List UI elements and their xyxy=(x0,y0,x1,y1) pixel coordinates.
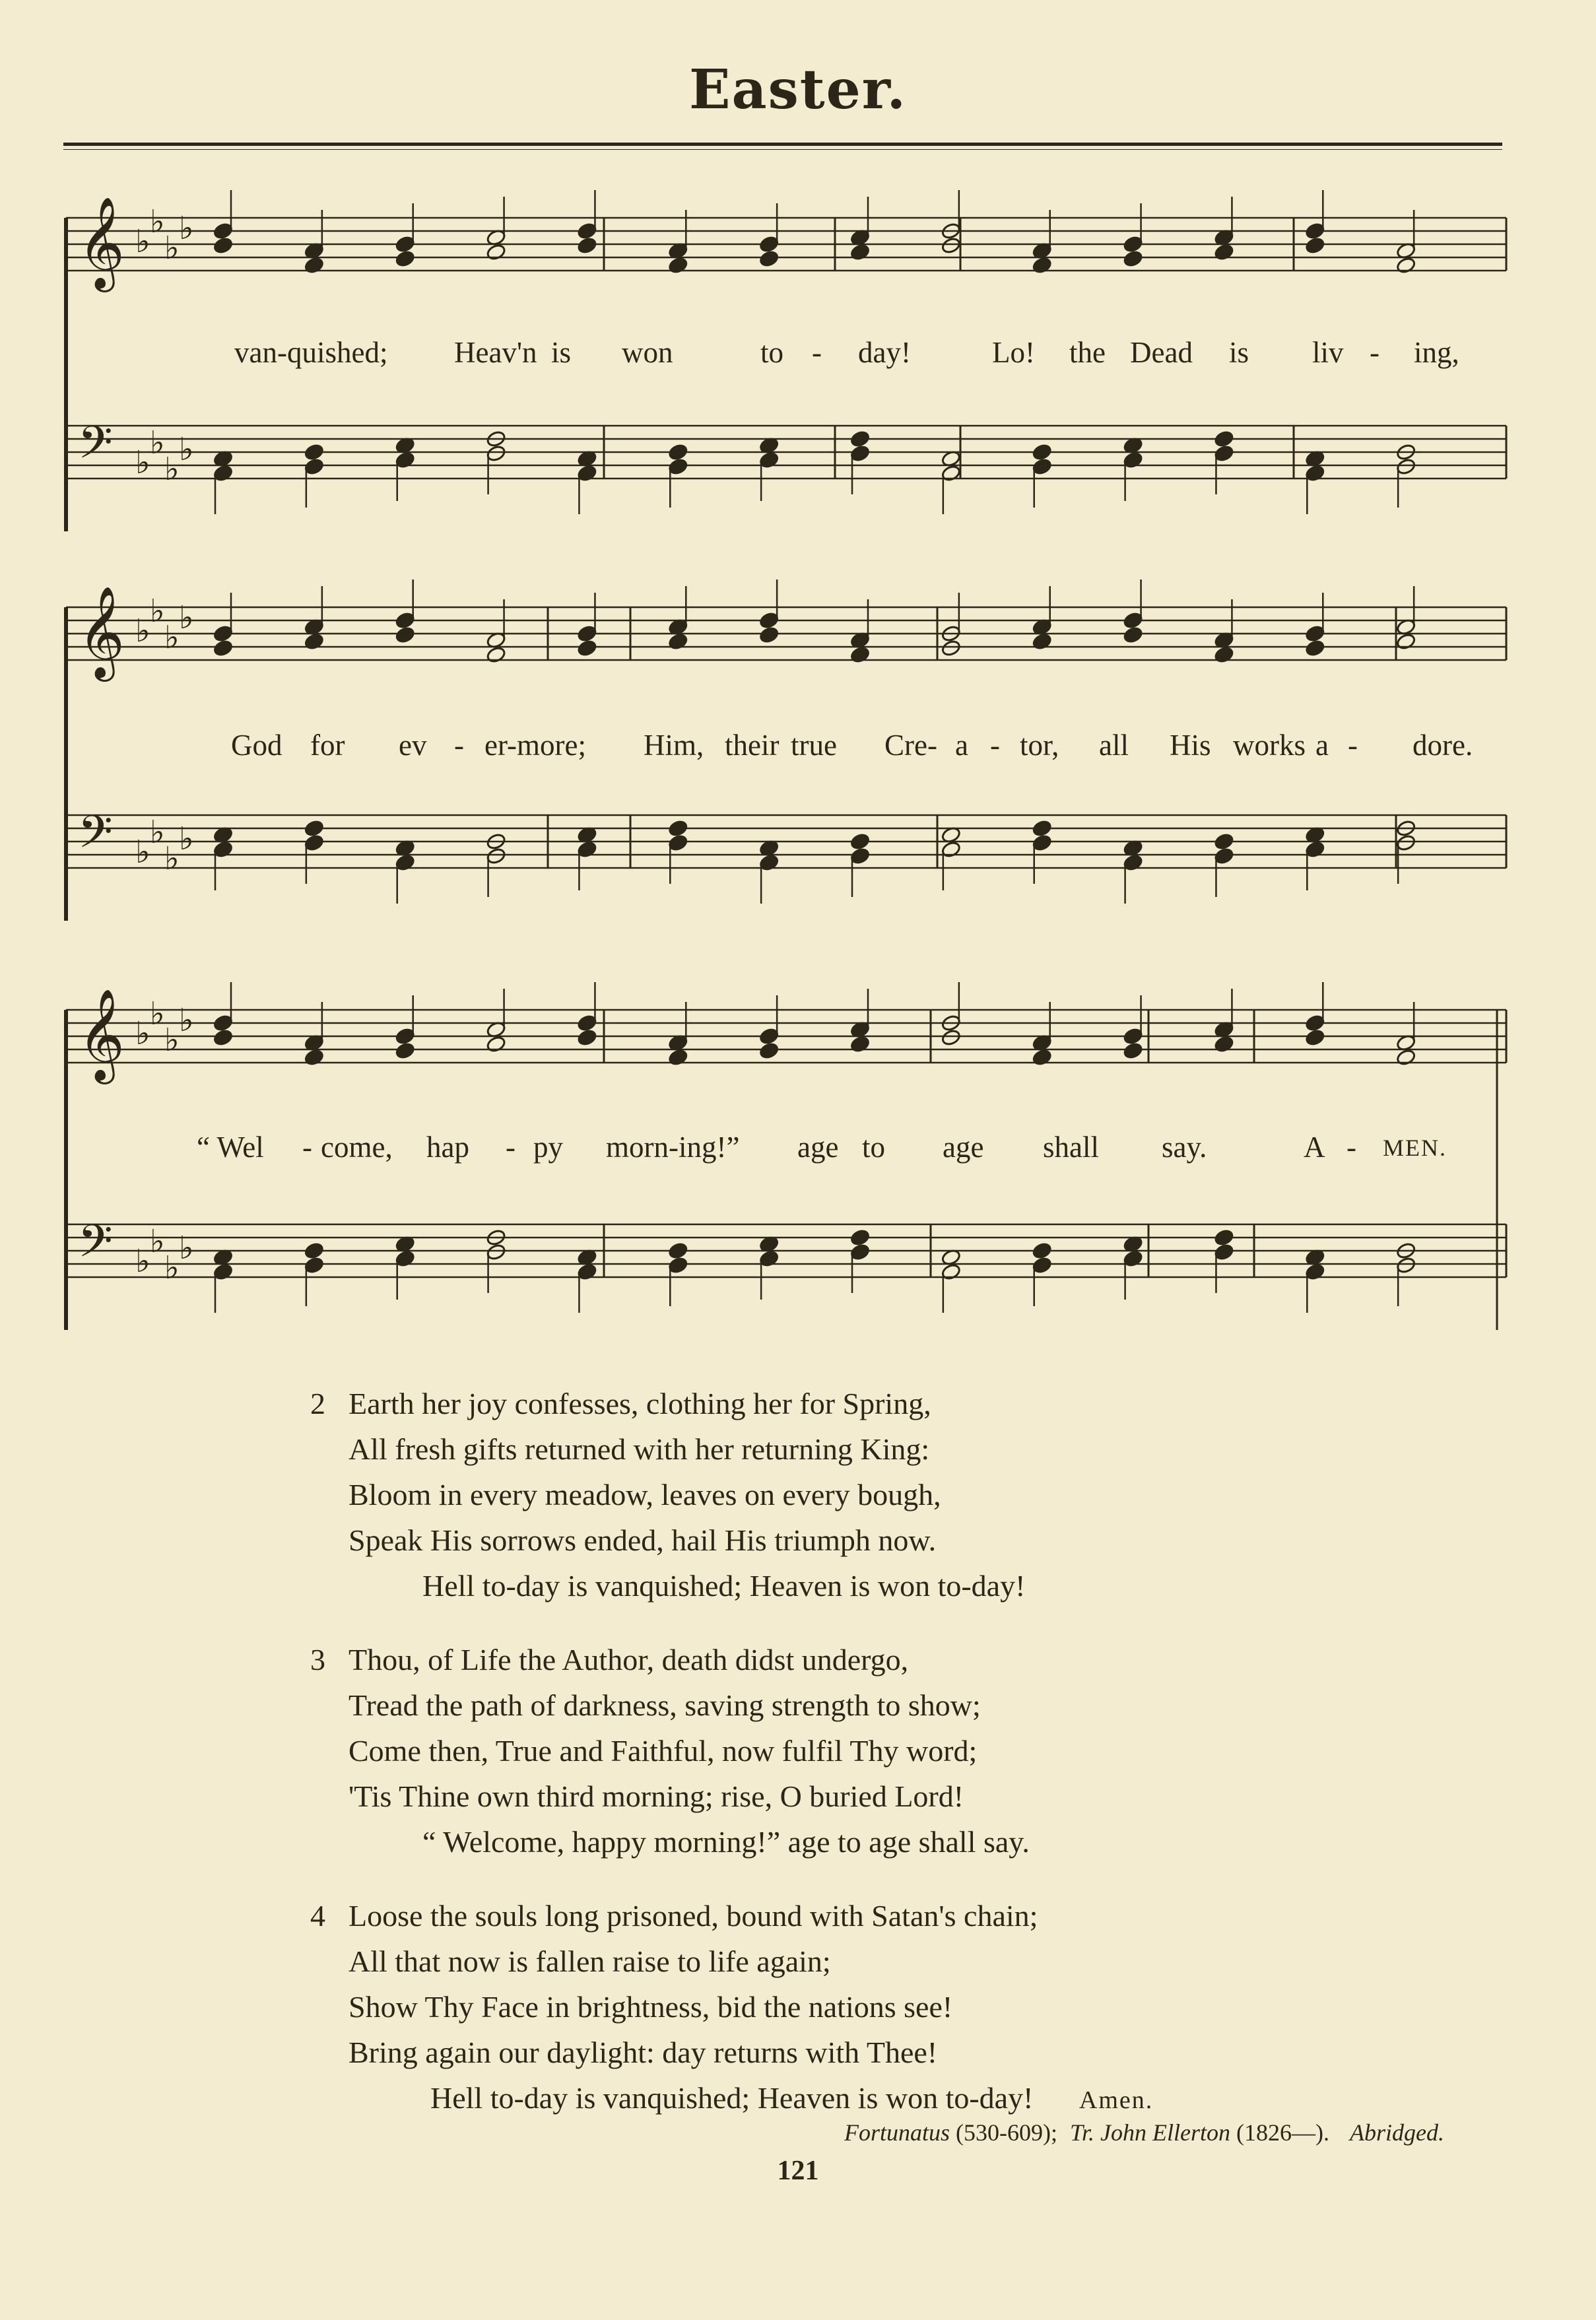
lyric-syllable: God xyxy=(231,729,283,762)
note-head xyxy=(1032,1242,1052,1259)
flat-icon: ♭ xyxy=(150,995,165,1032)
lyric-syllable: - xyxy=(990,729,1000,762)
treble-clef-icon: 𝄞 xyxy=(78,989,125,1080)
flat-icon: ♭ xyxy=(179,1002,194,1039)
lyric-syllable: day! xyxy=(858,336,911,369)
lyric-syllable: come, xyxy=(321,1131,393,1164)
attribution xyxy=(844,2119,1444,2146)
note-head xyxy=(849,1035,870,1053)
lyric-syllable: age xyxy=(943,1131,984,1164)
note-head xyxy=(304,632,324,650)
lyric-syllable: liv xyxy=(1312,336,1344,369)
note-head xyxy=(759,626,780,644)
lyric-syllable: van-quished; xyxy=(234,336,388,369)
flat-icon: ♭ xyxy=(164,451,180,488)
lyric-syllable: to xyxy=(862,1131,886,1164)
note-head xyxy=(1305,639,1325,657)
page-number: 121 xyxy=(777,2156,819,2186)
flat-icon: ♭ xyxy=(179,820,194,857)
lyric-syllable: all xyxy=(1099,729,1129,762)
lyric-syllable: hap xyxy=(426,1131,469,1164)
lyric-syllable: age xyxy=(797,1131,839,1164)
lyric-syllable: for xyxy=(310,729,345,762)
flat-icon: ♭ xyxy=(179,210,194,247)
verse-line: Come then, True and Faithful, now fulfil Thy word; xyxy=(349,1734,978,1768)
verse-line: Show Thy Face in brightness, bid the nations see! xyxy=(349,1990,953,2024)
note-head xyxy=(486,646,506,663)
note-head xyxy=(668,1048,688,1066)
note-head xyxy=(304,443,324,461)
note-head xyxy=(1032,632,1052,650)
lyric-syllable: - xyxy=(1348,729,1358,762)
flat-icon: ♭ xyxy=(135,223,150,260)
verse-number: 4 xyxy=(310,1899,325,1933)
note-head xyxy=(213,1028,233,1046)
treble-clef-icon: 𝄞 xyxy=(78,197,125,288)
note-head xyxy=(849,243,870,261)
lyric-syllable: Dead xyxy=(1130,336,1193,369)
lyric-syllable: - xyxy=(302,1131,312,1164)
lyric-syllable: - xyxy=(506,1131,515,1164)
note-head xyxy=(759,249,780,267)
note-head xyxy=(759,1042,780,1059)
translator-dates: (1826—). xyxy=(1236,2119,1330,2146)
flat-icon: ♭ xyxy=(179,599,194,636)
flat-icon: ♭ xyxy=(150,593,165,630)
note-head xyxy=(577,236,597,254)
note-head xyxy=(941,1028,961,1046)
lyric-syllable: Cre- xyxy=(884,729,937,762)
flat-icon: ♭ xyxy=(164,1249,180,1286)
lyric-syllable: ing, xyxy=(1414,336,1459,369)
lyric-syllable: A xyxy=(1304,1131,1325,1164)
note-head xyxy=(395,626,415,644)
verse-line: All that now is fallen raise to life again; xyxy=(349,1944,831,1978)
translator-name: Tr. John Ellerton xyxy=(1070,2119,1231,2146)
verse-number: 2 xyxy=(310,1387,325,1420)
verse-line: Bloom in every meadow, leaves on every bough, xyxy=(349,1478,941,1511)
note-head xyxy=(486,1035,506,1053)
lyric-syllable: MEN. xyxy=(1383,1135,1447,1161)
note-head xyxy=(1396,1048,1416,1066)
verse-line: All fresh gifts returned with her returning King: xyxy=(349,1432,930,1466)
verse-line: Earth her joy confesses, clothing her for Spring, xyxy=(349,1387,931,1420)
lyric-syllable: morn-ing!” xyxy=(606,1131,740,1164)
note-head xyxy=(1305,1028,1325,1046)
note-head xyxy=(849,646,870,663)
lyric-syllable: dore. xyxy=(1413,729,1473,762)
note-head xyxy=(304,1048,324,1066)
lyric-syllable: say. xyxy=(1162,1131,1207,1164)
note-head xyxy=(1214,243,1234,261)
note-head xyxy=(668,819,688,837)
verse-line: Tread the path of darkness, saving strength to show; xyxy=(349,1688,981,1722)
note-head xyxy=(1214,646,1234,663)
lyric-syllable: ev xyxy=(399,729,427,762)
amen-label: Amen. xyxy=(1079,2086,1154,2114)
lyric-syllable: - xyxy=(812,336,822,369)
note-head xyxy=(1123,626,1143,644)
lyric-syllable: - xyxy=(1347,1131,1356,1164)
note-head xyxy=(1214,430,1234,447)
note-head xyxy=(941,639,961,657)
note-head xyxy=(486,243,506,261)
verse-refrain: Hell to-day is vanquished; Heaven is won to-day! xyxy=(422,1569,1026,1603)
lyric-syllable: their xyxy=(725,729,780,762)
lyric-syllable: Heav'n xyxy=(454,336,537,369)
flat-icon: ♭ xyxy=(179,431,194,468)
note-head xyxy=(213,236,233,254)
verse-line: Thou, of Life the Author, death didst undergo, xyxy=(349,1643,909,1676)
note-head xyxy=(304,1242,324,1259)
flat-icon: ♭ xyxy=(150,424,165,461)
verse-line: Speak His sorrows ended, hail His triumph now. xyxy=(349,1523,937,1557)
note-head xyxy=(668,632,688,650)
lyric-syllable: Him, xyxy=(644,729,704,762)
lyric-syllable: - xyxy=(454,729,464,762)
treble-clef-icon: 𝄞 xyxy=(78,586,125,678)
note-head xyxy=(1032,443,1052,461)
lyric-syllable: er-more; xyxy=(484,729,587,762)
note-head xyxy=(941,236,961,254)
verse-refrain xyxy=(430,2075,1153,2124)
flat-icon: ♭ xyxy=(135,444,150,481)
lyric-syllable: to xyxy=(760,336,784,369)
flat-icon: ♭ xyxy=(164,230,180,267)
note-head xyxy=(1123,249,1143,267)
lyric-syllable: shall xyxy=(1043,1131,1099,1164)
note-head xyxy=(1214,1228,1234,1246)
flat-icon: ♭ xyxy=(164,1022,180,1059)
abridged-note: Abridged. xyxy=(1350,2119,1444,2146)
lyric-syllable: py xyxy=(533,1131,563,1164)
note-head xyxy=(304,256,324,274)
lyric-syllable: “ Wel xyxy=(197,1131,264,1164)
lyric-syllable: is xyxy=(551,336,572,369)
lyric-syllable: a xyxy=(955,729,968,762)
note-head xyxy=(1396,256,1416,274)
flat-icon: ♭ xyxy=(179,1230,194,1267)
flat-icon: ♭ xyxy=(135,1015,150,1052)
verse-refrain: “ Welcome, happy morning!” age to age shall say. xyxy=(422,1825,1030,1859)
note-head xyxy=(1123,1042,1143,1059)
note-head xyxy=(213,639,233,657)
lyric-syllable: won xyxy=(622,336,673,369)
lyric-syllable: tor, xyxy=(1020,729,1059,762)
note-head xyxy=(849,430,870,447)
note-head xyxy=(668,256,688,274)
verse-line: Bring again our daylight: day returns with Thee! xyxy=(349,2036,938,2069)
page-title: Easter. xyxy=(688,58,908,121)
bass-clef-icon: 𝄢 xyxy=(78,1216,113,1278)
note-head xyxy=(849,1228,870,1246)
lyric-syllable: the xyxy=(1069,336,1106,369)
lyric-syllable: is xyxy=(1229,336,1249,369)
lyric-syllable: true xyxy=(791,729,837,762)
verse-line: 'Tis Thine own third morning; rise, O buried Lord! xyxy=(349,1779,964,1813)
flat-icon: ♭ xyxy=(150,1223,165,1260)
flat-icon: ♭ xyxy=(164,619,180,656)
note-head xyxy=(1214,1035,1234,1053)
lyric-syllable: His xyxy=(1170,729,1211,762)
flat-icon: ♭ xyxy=(135,613,150,649)
note-head xyxy=(1032,819,1052,837)
verse-line: Loose the souls long prisoned, bound with Satan's chain; xyxy=(349,1899,1038,1933)
flat-icon: ♭ xyxy=(135,1243,150,1280)
bass-clef-icon: 𝄢 xyxy=(78,417,113,480)
note-head xyxy=(668,1242,688,1259)
flat-icon: ♭ xyxy=(150,203,165,240)
bass-clef-icon: 𝄢 xyxy=(78,807,113,869)
note-head xyxy=(577,639,597,657)
note-head xyxy=(395,249,415,267)
note-head xyxy=(668,443,688,461)
lyric-syllable: a xyxy=(1315,729,1329,762)
author-name: Fortunatus xyxy=(844,2119,950,2146)
author-dates: (530-609); xyxy=(956,2119,1057,2146)
flat-icon: ♭ xyxy=(164,840,180,877)
flat-icon: ♭ xyxy=(135,834,150,871)
note-head xyxy=(1032,1048,1052,1066)
note-head xyxy=(577,1028,597,1046)
note-head xyxy=(1214,832,1234,850)
flat-icon: ♭ xyxy=(150,814,165,851)
note-head xyxy=(1032,256,1052,274)
note-head xyxy=(1396,632,1416,650)
note-head xyxy=(304,819,324,837)
verse-number: 3 xyxy=(310,1643,325,1676)
note-head xyxy=(395,1042,415,1059)
lyric-syllable: Lo! xyxy=(992,336,1035,369)
verse-refrain-text: Hell to-day is vanquished; Heaven is won to-day! xyxy=(430,2081,1034,2115)
note-head xyxy=(849,832,870,850)
lyric-syllable: - xyxy=(1370,336,1380,369)
note-head xyxy=(1305,236,1325,254)
lyric-syllable: works xyxy=(1233,729,1306,762)
